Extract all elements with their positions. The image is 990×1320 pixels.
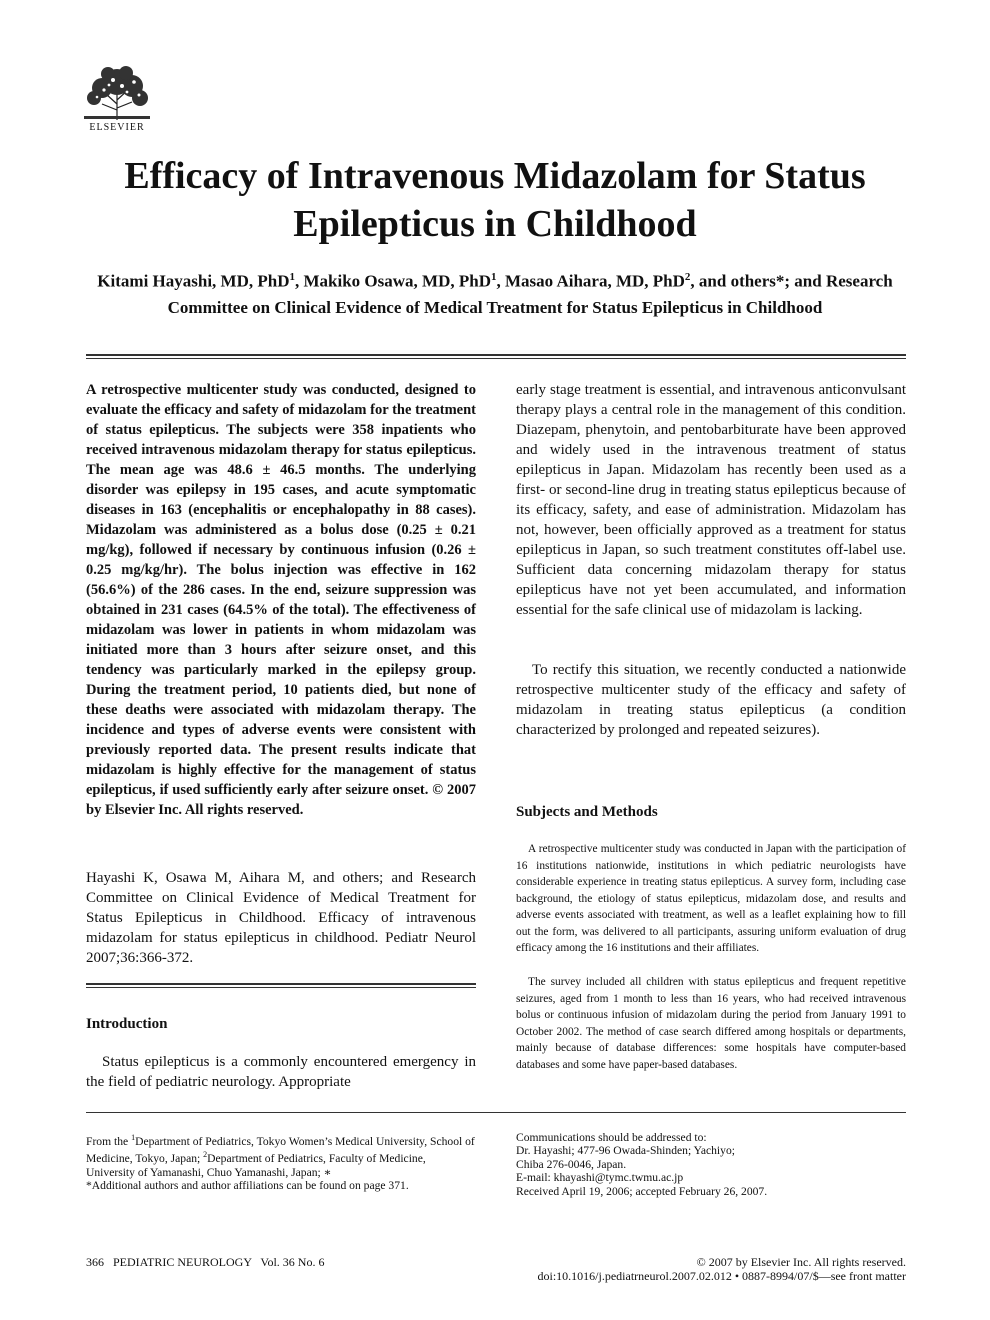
- correspondence-line: Dr. Hayashi; 477-96 Owada-Shinden; Yachiyo;: [516, 1144, 735, 1158]
- additional-authors-note: *Additional authors and author affiliations can be found on page 371.: [86, 1178, 409, 1192]
- affiliation-marker: 1: [289, 271, 295, 283]
- body-paragraph: early stage treatment is essential, and intravenous anticonvulsant therapy plays a central role in the management of this condition. Diazepam, phenytoin, and pentobarbiturate have been approved and widely used in the intravenous treatment of status epilepticus in Japan. Midazolam has recently been used as a first- or second-line drug in treating status epilepticus because of its efficacy, safety, and ease of administration. Midazolam has not, however, been officially approved as a treatment for status epilepticus in Japan, so such treatment constitutes off-label use. Sufficient data concerning midazolam therapy for status epilepticus have not yet been accumulated, and information essential for the safe clinical use of midazolam is lacking.: [516, 382, 906, 618]
- methods-paragraph: The survey included all children with status epilepticus and frequent repetitive seizures, aged from 1 month to less than 16 years, who had received intravenous bolus or continuous infusion of midazolam during the period from January 1991 to October 2002. The method of case search differed among hospitals or departments, mainly because of database differences: some hospitals have computer-based databases and some have paper-based databases.: [516, 976, 906, 1071]
- abstract: A retrospective multicenter study was conducted, designed to evaluate the efficacy and safety of midazolam for the treatment of status epilepticus. The subjects were 358 inpatients who received intravenous midazolam therapy for status epilepticus. The mean age was 48.6 ± 46.5 months. The underlying disorder was epilepsy in 195 cases, and acute symptomatic diseases in 163 (encephalitis or encephalopathy in 88 cases). Midazolam was administered as a bolus dose (0.25 ± 0.21 mg/kg), followed if necessary by continuous infusion (0.26 ± 0.25 mg/kg/hr). The bolus injection was effective in 162 (56.6%) of the 286 cases. In the end, seizure suppression was obtained in 231 cases (64.5% of the total). The effectiveness of midazolam was lower in patients in whom midazolam was initiated more than 3 hours after seizure onset, and this tendency was particularly marked in the epilepsy group. During the treatment period, 10 patients died, but none of these deaths were associated with midazolam therapy. The incidence and types of adverse events were consistent with previously reported data. The present results indicate that midazolam is highly effective for the management of status epilepticus, if used sufficiently early after seizure onset. © 2007 by Elsevier Inc. All rights reserved.: [86, 382, 476, 818]
- section-heading: Subjects and Methods: [516, 804, 658, 820]
- page-footer-copyright: [420, 1255, 906, 1283]
- author-list: [80, 264, 910, 321]
- methods-paragraph: A retrospective multicenter study was conducted in Japan with the participation of 16 institutions nationwide, institutions in which pediatric neurologists have considerable experience in treating status epilepticus. A survey form, including case background, the etiology of status epilepticus, midazolam dose, and results and adverse events associated with treatment, as well as a leaflet explaining how to fill out the form, was delivered to all participants, assuring uniform evaluation of drug efficacy among the 16 institutions and their affiliates.: [516, 843, 906, 954]
- header-divider: [86, 358, 906, 359]
- correspondence-line: Received April 19, 2006; accepted February 26, 2007.: [516, 1184, 768, 1198]
- correspondence-line: Chiba 276-0046, Japan.: [516, 1157, 627, 1171]
- author-name: , Makiko Osawa, MD, PhD: [295, 271, 491, 291]
- author-name: , Masao Aihara, MD, PhD: [496, 271, 685, 291]
- footnote-divider: [86, 1112, 906, 1113]
- page-footer-journal: 366 PEDIATRIC NEUROLOGY Vol. 36 No. 6: [86, 1255, 325, 1269]
- affiliation-marker: 1: [131, 1133, 136, 1142]
- affiliation-prefix: From the: [86, 1134, 132, 1148]
- publisher-logo-text: ELSEVIER: [89, 122, 145, 133]
- column-divider: [86, 987, 476, 988]
- doi-line: doi:10.1016/j.pediatrneurol.2007.02.012 • 0887-8994/07/$—see front matter: [537, 1269, 906, 1283]
- affiliation-marker: 1: [490, 271, 497, 283]
- section-heading: Introduction: [86, 1016, 168, 1032]
- correspondence-footnote: [516, 1131, 906, 1198]
- author-list-rest: , and others*; and Research Committee on Clinical Evidence of Medical Treatment for Status Epilepticus in Childhood: [167, 271, 893, 317]
- correspondence-line: Communications should be addressed to:: [516, 1131, 707, 1144]
- affiliation-marker: 2: [203, 1150, 208, 1160]
- article-title: Efficacy of Intravenous Midazolam for Status Epilepticus in Childhood: [124, 155, 866, 245]
- author-name: Kitami Hayashi, MD, PhD: [97, 271, 290, 291]
- correspondence-line: E-mail: khayashi@tymc.twmu.ac.jp: [516, 1171, 684, 1185]
- affiliation-marker: 2: [684, 271, 691, 283]
- header-divider: [86, 354, 906, 356]
- body-paragraph: To rectify this situation, we recently conducted a nationwide retrospective multicenter study of the efficacy and safety of midazolam in treating status epilepticus (a condition characterized by prolonged and repeated seizures).: [516, 662, 906, 738]
- affiliations-footnote: [86, 1131, 476, 1192]
- affiliation-text: Department of Pediatrics, Tokyo Women’s Medical University, School of Medicine, Tokyo, Japan;: [86, 1134, 475, 1166]
- affiliation-text: Department of Pediatrics, Faculty of Medicine, University of Yamanashi, Chuo Yamanashi, Japan; ∗: [86, 1152, 426, 1179]
- citation: Hayashi K, Osawa M, Aihara M, and others; and Research Committee on Clinical Evidence of Medical Treatment for Status Epilepticus in Childhood. Efficacy of intravenous midazolam for status epilepticus in childhood. Pediatr Neurol 2007;36:366-372.: [86, 870, 476, 966]
- copyright-line: © 2007 by Elsevier Inc. All rights reserved.: [696, 1255, 906, 1269]
- introduction-text: Status epilepticus is a commonly encountered emergency in the field of pediatric neurology. Appropriate: [86, 1054, 476, 1090]
- column-divider: [86, 983, 476, 985]
